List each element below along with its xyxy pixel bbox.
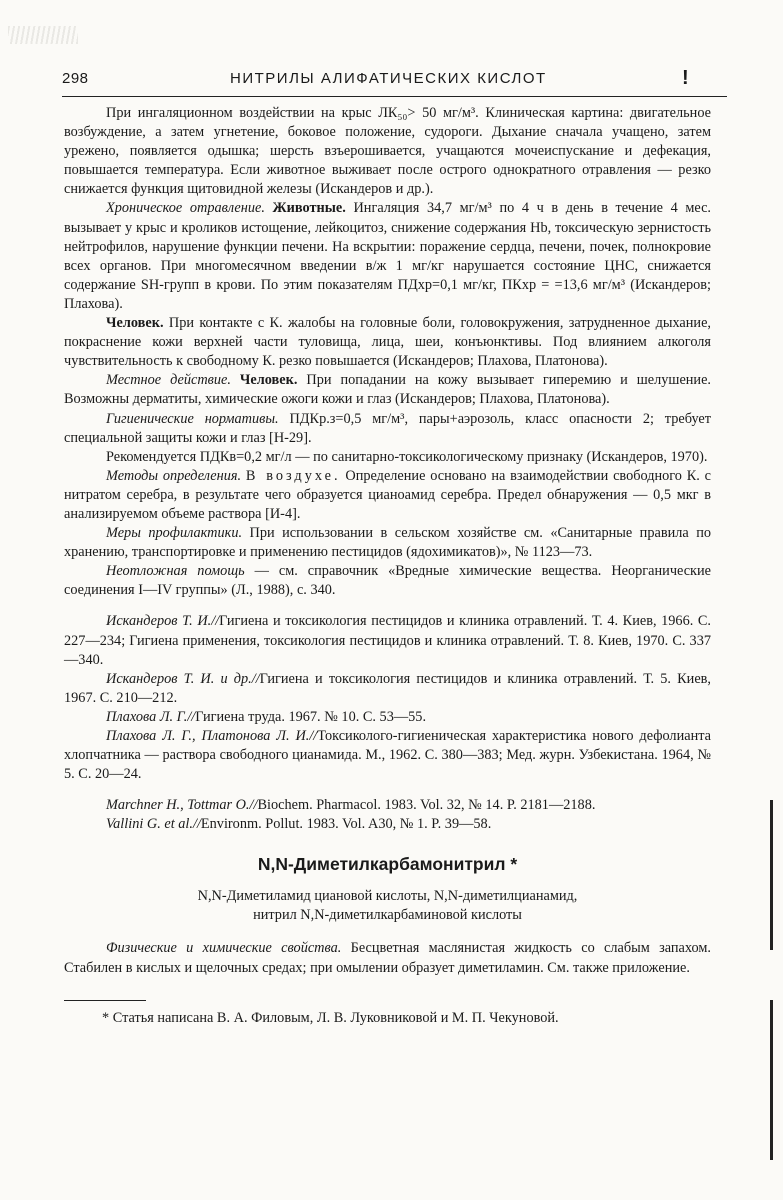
synonyms-line: N,N-Диметиламид циановой кислоты, N,N-диметилцианамид,	[197, 888, 578, 905]
paragraph: Рекомендуется ПДКв=0,2 мг/л — по санитарно-токсикологическому признаку (Искандеров, 1970).	[106, 448, 708, 465]
margin-mark: !	[682, 67, 690, 89]
paragraph	[64, 467, 711, 524]
paragraph: При ингаляционном воздействии на крыс ЛК₅₀> 50 мг/м³. Клиническая картина: двигательное возбуждение, а затем угнетение, боковое положение, судороги. Дыхание сначала учащено, затем урежено, появляется одышка; шерсть взъерошивается, учащаются мочеиспускание и дефекация, повышается температура. Если животное выживает после острого однократного отравления — резко снижается функция щитовидной железы (Искандеров и др.).	[64, 105, 711, 198]
subject-label: Животные.	[272, 200, 346, 217]
scan-edge-line	[770, 1000, 773, 1160]
scan-artifact	[8, 26, 78, 44]
reference-item	[64, 670, 711, 708]
reference-text: Environm. Pollut. 1983. Vol. A30, № 1. P. 39—58.	[200, 816, 492, 833]
reference-author: Искандеров Т. И.//	[106, 613, 220, 630]
subject-label: Человек.	[106, 315, 164, 332]
paragraph	[64, 939, 711, 977]
reference-item	[64, 612, 711, 669]
reference-item	[64, 796, 711, 815]
paragraph-text: — см. справочник «Вредные химические вещества. Неорганические соединения I—IV группы» (Л., 1988), с. 340.	[64, 563, 712, 599]
section-label: Хроническое отравление.	[106, 200, 265, 217]
scan-edge-line	[770, 800, 773, 950]
references-latin	[64, 796, 711, 834]
section-label: Методы определения.	[106, 467, 242, 484]
synonyms	[64, 887, 711, 925]
section-label: Гигиенические нормативы.	[106, 410, 279, 427]
reference-author: Marchner H., Tottmar O.//	[106, 797, 258, 814]
section-label: Физические и химические свойства.	[106, 940, 342, 957]
reference-text: Biochem. Pharmacol. 1983. Vol. 32, № 14. P. 2181—2188.	[257, 797, 596, 814]
section-label: Неотложная помощь	[106, 563, 245, 580]
reference-author: Искандеров Т. И. и др.//	[106, 670, 260, 687]
page-number: 298	[62, 70, 89, 87]
paragraph-text: Ингаляция 34,7 мг/м³ по 4 ч в день в течение 4 мес. вызывает у крыс и кроликов истощение, лейкоцитоз, снижение содержания Hb, токсическую зернистость нейтрофилов, нарушение функции печени. На вскрытии: поражение сердца, печени, почек, полнокровие всех органов. При многомесячном введении в/ж 1 мг/кг нарушается состояние ЦНС, снижается содержание SH-групп в крови. По этим показателям ПДхр=0,1 мг/кг, ПКхр = =13,6 мг/м³ (Искандеров; Плахова).	[64, 200, 712, 312]
paragraph	[64, 562, 711, 600]
footnote: * Статья написана В. А. Филовым, Л. В. Луковниковой и М. П. Чекуновой.	[102, 1009, 559, 1026]
reference-author: Плахова Л. Г., Платонова Л. И.//	[106, 728, 318, 744]
paragraph	[64, 199, 711, 314]
reference-text: Гигиена и токсикология пестицидов и клиника отравлений. Т. 5. Киев, 1967. С. 210—212.	[64, 670, 711, 706]
spaced-label: В воздухе.	[245, 467, 341, 484]
footnote-rule	[64, 1000, 146, 1001]
paragraph	[64, 524, 711, 562]
reference-text: Гигиена труда. 1967. № 10. С. 53—55.	[195, 708, 427, 725]
article-title: N,N-Диметилкарбамонитрил *	[257, 854, 518, 875]
reference-text: Гигиена и токсикология пестицидов и клиника отравлений. Т. 4. Киев, 1966. С. 227—234; Гигиена применения, токсикология пестицидов и клиника отравлений. Т. 8. Киев, 1970. С. 337—340.	[64, 613, 711, 668]
reference-item	[64, 727, 711, 784]
synonyms-line: нитрил N,N-диметилкарбаминовой кислоты	[253, 907, 522, 924]
paragraph-text: Определение основано на взаимодействии свободного К. с нитратом серебра, в результате чего образуется цианоамид серебра. Предел обнаружения — 0,5 мкг в анализируемом объеме раствора [И-4].	[64, 467, 712, 522]
section-label: Меры профилактики.	[106, 525, 243, 542]
page-header	[62, 67, 727, 97]
paragraph-text: При использовании в сельском хозяйстве см. «Санитарные правила по хранению, транспортировке и применению пестицидов (ядохимикатов)», № 1123—73.	[64, 525, 711, 561]
paragraph-text: ПДКр.з=0,5 мг/м³, пары+аэрозоль, класс опасности 2; требует специальной защиты кожи и глаз [Н-29].	[64, 410, 712, 446]
running-title: НИТРИЛЫ АЛИФАТИЧЕСКИХ КИСЛОТ	[230, 70, 547, 87]
paragraph	[64, 410, 711, 448]
reference-text: Токсиколого-гигиеническая характеристика нового дефолианта хлопчатника — раствора свободного цианамида. М., 1962. С. 380—383; Мед. журн. Узбекистана. 1964, № 5. С. 20—24.	[64, 728, 711, 783]
reference-item	[64, 815, 711, 834]
paragraph-text: Бесцветная маслянистая жидкость со слабым запахом. Стабилен в кислых и щелочных средах; при омылении образует диметиламин. См. также приложение.	[64, 940, 711, 976]
reference-author: Плахова Л. Г.//	[106, 708, 196, 725]
paragraph-text: При попадании на кожу вызывает гиперемию и шелушение. Возможны дерматиты, химические ожоги кожи и глаз (Искандеров; Плахова, Платонова).	[64, 372, 712, 408]
section-label: Местное действие.	[106, 372, 231, 389]
paragraph-text: При контакте с К. жалобы на головные боли, головокружения, затрудненное дыхание, покраснение кожи верхней части туловища, лица, шеи, конъюнктивы. Под влиянием алкоголя чувствительность к свободному К. резко повышается (Искандеров; Плахова, Платонова).	[64, 315, 711, 370]
reference-item	[64, 708, 711, 727]
main-text	[64, 104, 711, 1028]
reference-author: Vallini G. et al.//	[106, 816, 201, 833]
paragraph	[64, 314, 711, 371]
references	[64, 612, 711, 784]
paragraph	[64, 371, 711, 409]
subject-label: Человек.	[239, 372, 298, 389]
